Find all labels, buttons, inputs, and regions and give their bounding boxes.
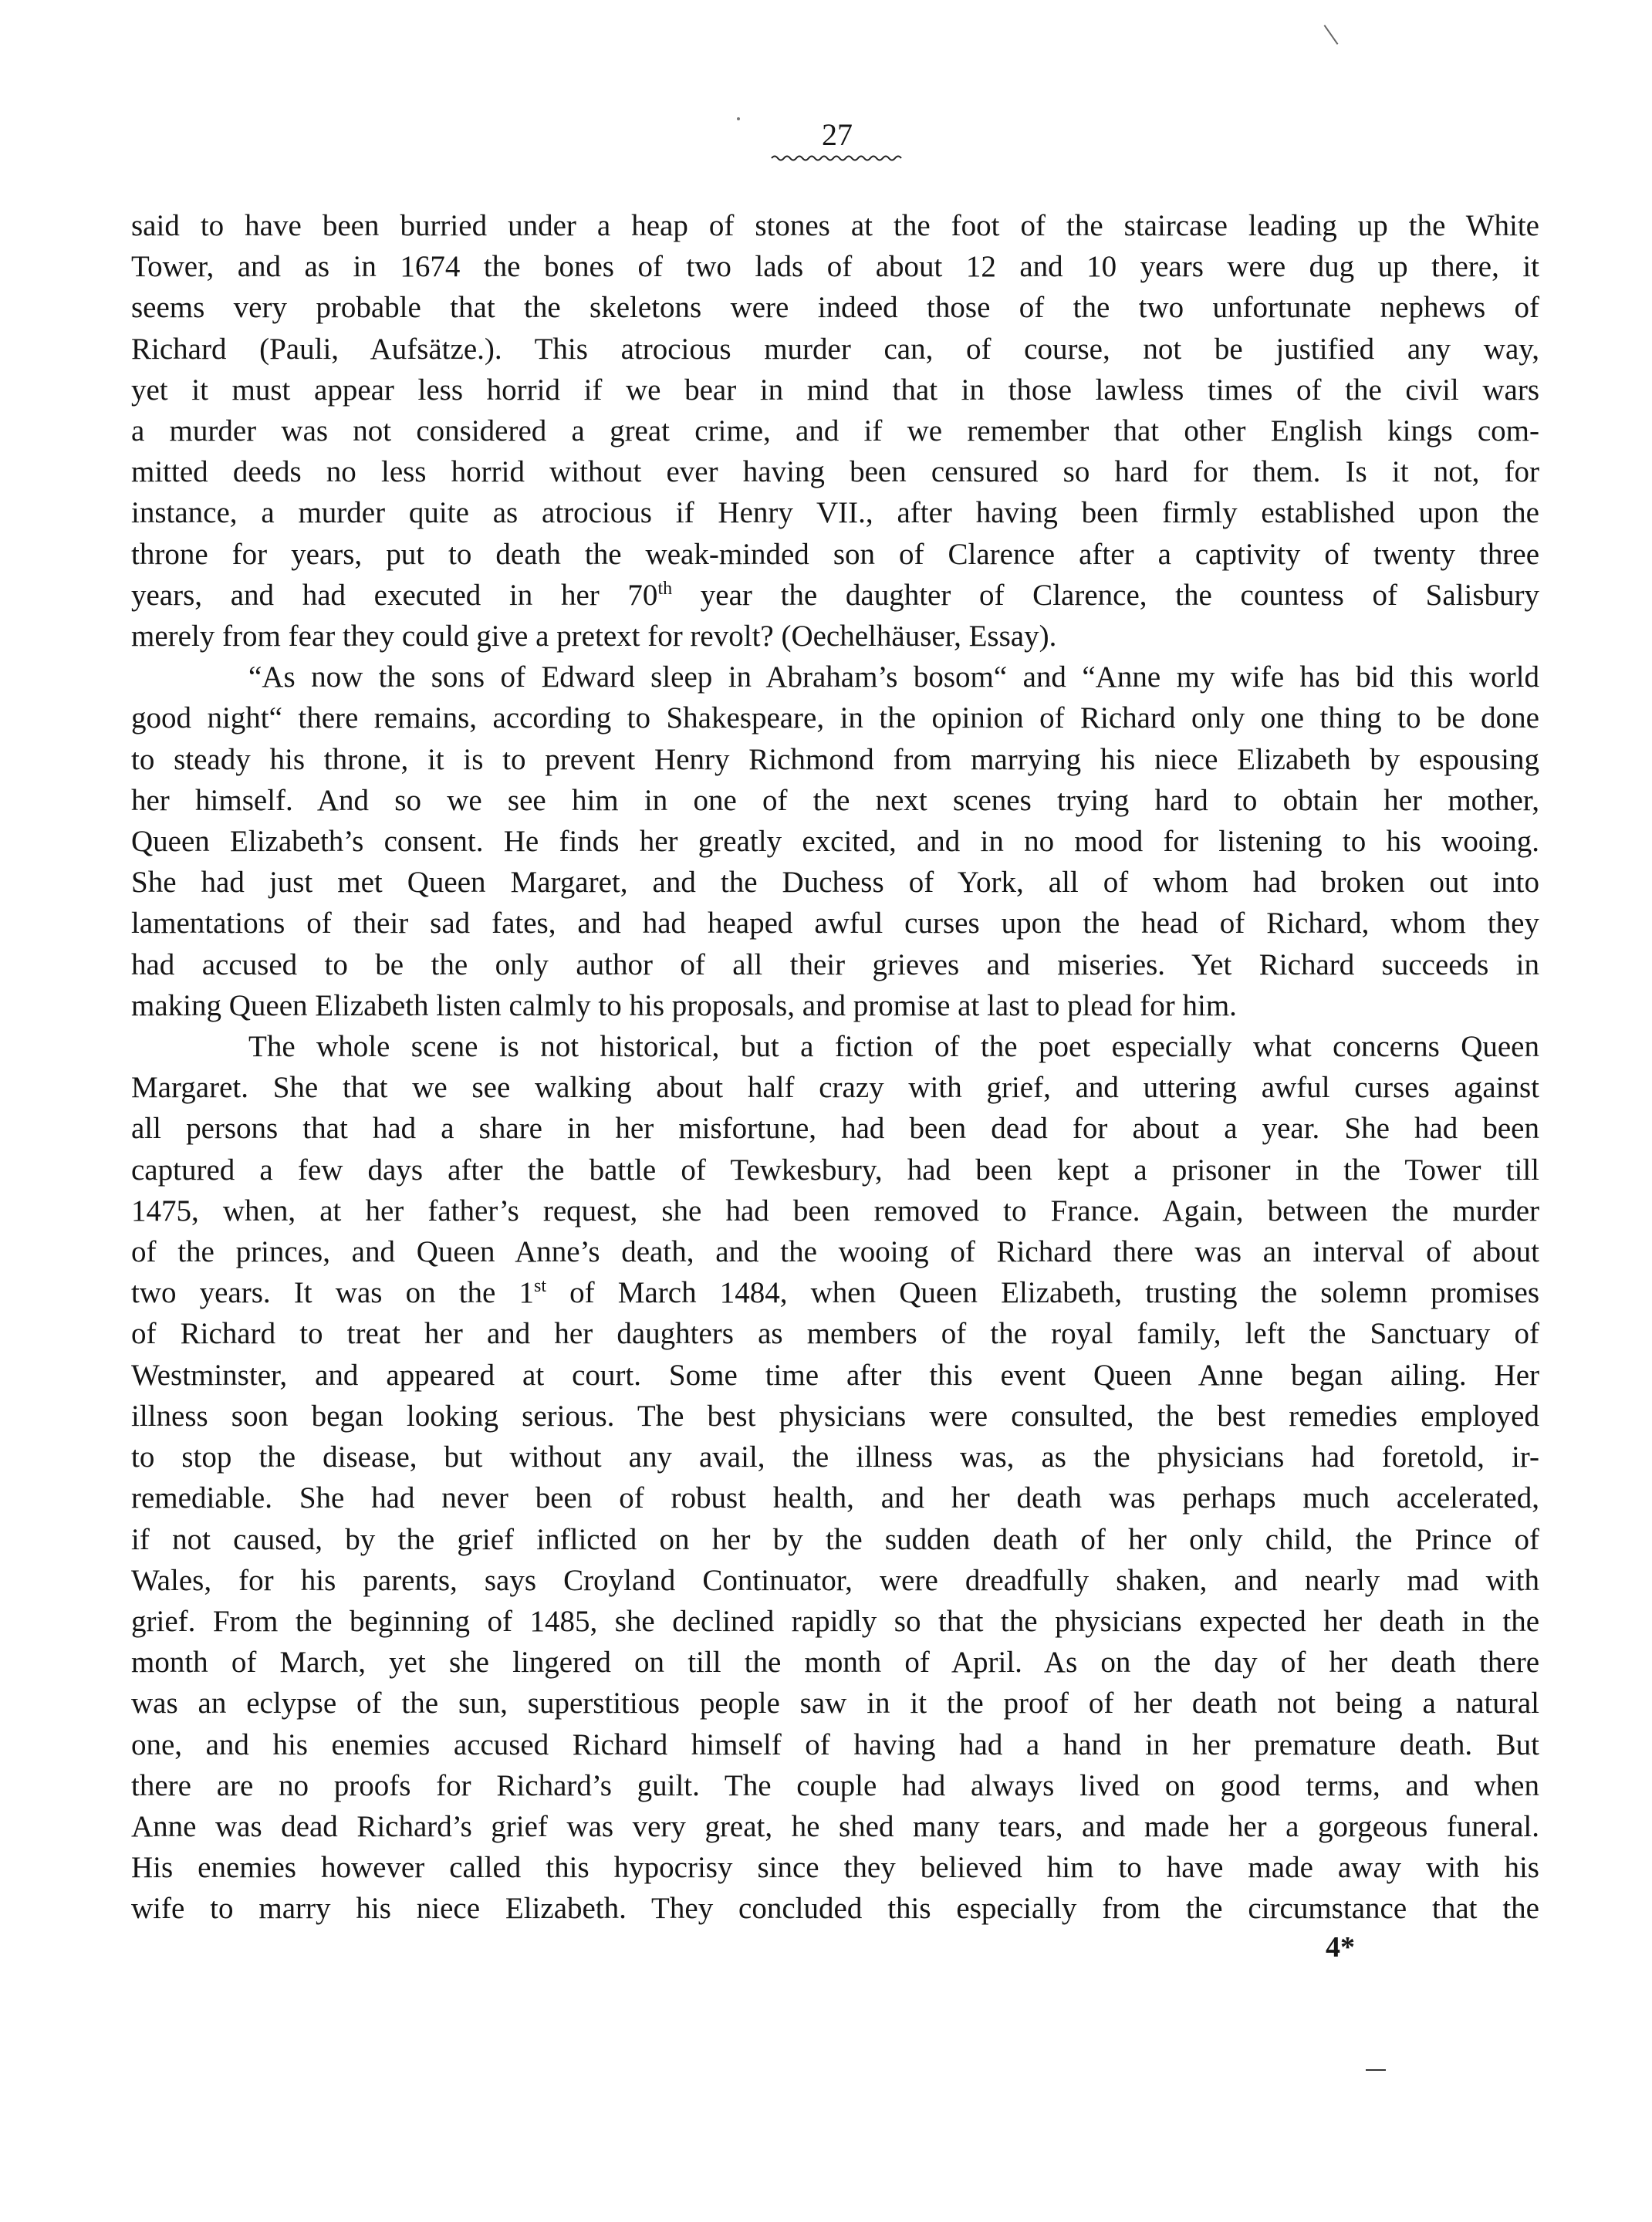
text-line: Anne was dead Richard’s grief was very great, he shed many tears, and made her a gorgeous funeral. <box>131 1809 1539 1843</box>
text-line: wife to marry his niece Elizabeth. They concluded this especially from the circumstance that the <box>131 1892 1539 1926</box>
text-line-superscript <box>131 1272 1539 1313</box>
text-line: The whole scene is not historical, but a fiction of the poet especially what concerns Queen <box>248 1030 1539 1064</box>
text-line: His enemies however called this hypocrisy since they believed him to have made away with his <box>131 1851 1539 1885</box>
body-text <box>131 205 1539 1930</box>
text-fragment: years, and had executed in her 70 <box>131 578 658 612</box>
paragraph-3 <box>131 1026 1539 1929</box>
page-header <box>741 116 934 164</box>
text-line: Queen Elizabeth’s consent. He finds her greatly excited, and in no mood for listening to his wooing. <box>131 825 1539 859</box>
text-line: mitted deeds no less horrid without ever having been censured so hard for them. Is it not, for <box>131 455 1539 489</box>
text-line: of Richard to treat her and her daughters as members of the royal family, left the Sanctuary of <box>131 1317 1539 1351</box>
text-line-superscript <box>131 575 1539 616</box>
paragraph-2 <box>131 657 1539 1026</box>
text-line: making Queen Elizabeth listen calmly to his proposals, and promise at last to plead for him. <box>131 988 1237 1022</box>
text-line: Wales, for his parents, says Croyland Continuator, were dreadfully shaken, and nearly mad with <box>131 1563 1539 1597</box>
text-line: was an eclypse of the sun, superstitious people saw in it the proof of her death not being a natural <box>131 1687 1539 1721</box>
text-line: lamentations of their sad fates, and had heaped awful curses upon the head of Richard, whom they <box>131 907 1539 940</box>
text-line: of the princes, and Queen Anne’s death, and the wooing of Richard there was an interval of about <box>131 1235 1539 1269</box>
text-fragment: of March 1484, when Queen Elizabeth, trusting the solemn promises <box>546 1276 1539 1310</box>
text-line: instance, a murder quite as atrocious if Henry VII., after having been firmly established upon the <box>131 496 1539 530</box>
scan-dot <box>737 117 740 120</box>
text-line: throne for years, put to death the weak-minded son of Clarence after a captivity of twenty three <box>131 537 1539 571</box>
page-number: 27 <box>822 117 853 152</box>
superscript: st <box>534 1276 547 1297</box>
text-line: yet it must appear less horrid if we bear in mind that in those lawless times of the civil wars <box>131 373 1539 407</box>
text-line: there are no proofs for Richard’s guilt. The couple had always lived on good terms, and when <box>131 1768 1539 1802</box>
text-line: Margaret. She that we see walking about half crazy with grief, and uttering awful curses against <box>131 1071 1539 1105</box>
text-line: her himself. And so we see him in one of the next scenes trying hard to obtain her mother, <box>131 783 1539 817</box>
text-line: She had just met Queen Margaret, and the Duchess of York, all of whom had broken out into <box>131 866 1539 900</box>
paragraph-1 <box>131 205 1539 657</box>
text-line: one, and his enemies accused Richard himself of having had a hand in her premature death. But <box>131 1727 1539 1761</box>
scan-dash <box>1366 2069 1386 2071</box>
text-line: merely from fear they could give a pretext for revolt? (Oechelhäuser, Essay). <box>131 620 1057 653</box>
text-line: said to have been burried under a heap of stones at the foot of the staircase leading up the White <box>131 209 1539 242</box>
text-line: Richard (Pauli, Aufsätze.). This atrocious murder can, of course, not be justified any way, <box>131 332 1539 366</box>
scan-mark <box>1324 25 1339 45</box>
text-line: had accused to be the only author of all their grieves and miseries. Yet Richard succeeds in <box>131 947 1539 981</box>
text-line: all persons that had a share in her misfortune, had been dead for about a year. She had been <box>131 1112 1539 1146</box>
superscript: th <box>657 578 673 599</box>
text-line: if not caused, by the grief inflicted on her by the sudden death of her only child, the Prince of <box>131 1522 1539 1556</box>
text-line: “As now the sons of Edward sleep in Abraham’s bosom“ and “Anne my wife has bid this world <box>248 660 1539 694</box>
text-line: month of March, yet she lingered on till the month of April. As on the day of her death there <box>131 1646 1539 1680</box>
wavy-rule-ornament <box>770 153 904 164</box>
printer-signature-mark: 4* <box>1326 1931 1355 1964</box>
text-line: Westminster, and appeared at court. Some time after this event Queen Anne began ailing. Her <box>131 1358 1539 1392</box>
text-fragment: year the daughter of Clarence, the countess of Salisbury <box>672 578 1539 612</box>
text-line: to steady his throne, it is to prevent Henry Richmond from marrying his niece Elizabeth by espousing <box>131 742 1539 776</box>
text-line: illness soon began looking serious. The best physicians were consulted, the best remedies employed <box>131 1399 1539 1433</box>
text-line: to stop the disease, but without any avail, the illness was, as the physicians had foretold, ir- <box>131 1440 1539 1474</box>
text-line: remediable. She had never been of robust health, and her death was perhaps much accelerated, <box>131 1481 1539 1515</box>
text-line: good night“ there remains, according to Shakespeare, in the opinion of Richard only one thing to be done <box>131 701 1539 735</box>
text-line: grief. From the beginning of 1485, she declined rapidly so that the physicians expected her death in the <box>131 1604 1539 1638</box>
text-line: 1475, when, at her father’s request, she had been removed to France. Again, between the murder <box>131 1194 1539 1228</box>
text-fragment: two years. It was on the 1 <box>131 1276 534 1310</box>
text-line: seems very probable that the skeletons were indeed those of the two unfortunate nephews of <box>131 291 1539 325</box>
text-line: Tower, and as in 1674 the bones of two lads of about 12 and 10 years were dug up there, it <box>131 250 1539 284</box>
text-line: captured a few days after the battle of Tewkesbury, had been kept a prisoner in the Tower till <box>131 1153 1539 1187</box>
text-line: a murder was not considered a great crime, and if we remember that other English kings com- <box>131 414 1539 448</box>
